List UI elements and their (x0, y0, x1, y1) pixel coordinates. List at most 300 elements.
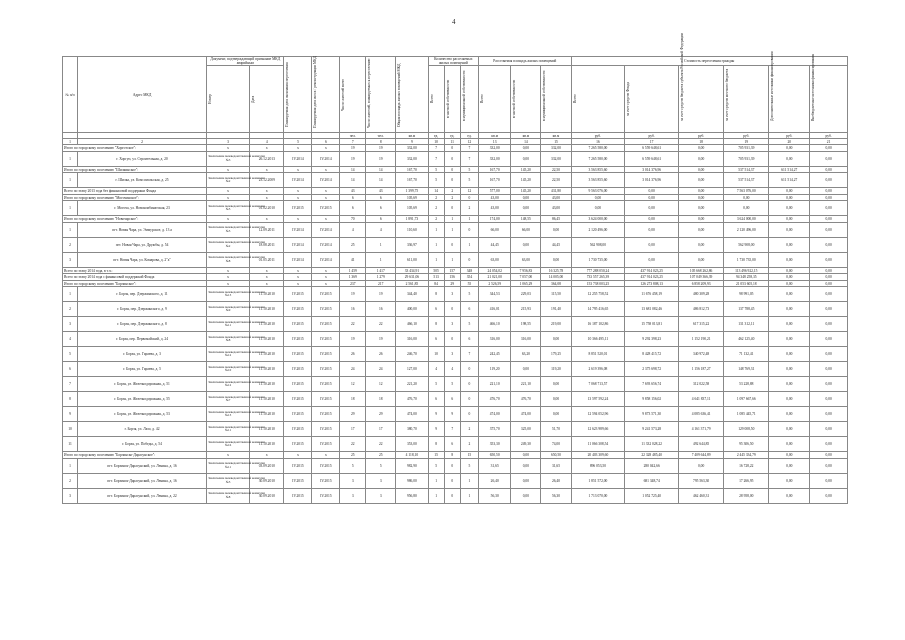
cell: 44,45 (541, 237, 571, 252)
cell: 11.10.2010 (250, 332, 284, 347)
address-cell: пгт. Новая Чара, ул. Эммурское, д. 13 а (78, 222, 207, 237)
address-cell: г. Борзя, ул. Железнодорожная, д. 53 (78, 407, 207, 422)
cell: IV.2015 (284, 407, 312, 422)
cell: 237 (340, 280, 366, 287)
header-qty-private: в частной собственности (444, 66, 460, 133)
basis-text: Заключение межведомственной комиссии (208, 424, 265, 429)
address-cell: г. Шилка, ул. Комсомольская, д. 25 (78, 173, 207, 188)
doc-number: №12 (224, 353, 232, 358)
cell: 9 563 076,00 (571, 188, 625, 195)
table-row (63, 422, 848, 437)
basis-text: Заключение межведомственной комиссии (208, 289, 265, 294)
cell: 3 624 000,00 (724, 216, 769, 223)
address-cell: г. Могоча, ул. Новокомбинатская, 23 (78, 201, 207, 216)
cell: 0,00 (511, 458, 541, 473)
doc-number: №8 (225, 494, 231, 499)
cell: 3 (366, 488, 396, 503)
cell: x (250, 188, 284, 195)
cell: 486 812,73 (679, 302, 724, 317)
cell: 2 (428, 194, 444, 201)
cell: x (312, 145, 340, 152)
cell: 11.10.2010 (250, 362, 284, 377)
table-body (63, 145, 848, 504)
cell: 0,00 (679, 237, 724, 252)
row-number: 7 (63, 377, 78, 392)
cell: 29 631,06 (396, 274, 428, 281)
cell: 15 758 013,81 (625, 317, 679, 332)
cell: 2 526,59 (479, 280, 511, 287)
cell: 229,03 (511, 287, 541, 302)
cell: 332,00 (541, 151, 571, 166)
cell: 22 (340, 317, 366, 332)
cell: 0,00 (769, 188, 810, 195)
cell: 129 008,50 (724, 422, 769, 437)
cell: IV.2015 (312, 287, 340, 302)
basis-text: Заключение межведомственной комиссии (208, 225, 265, 230)
cell: 219,00 (541, 317, 571, 332)
cell: x (250, 194, 284, 201)
doc-number-cell (207, 458, 265, 473)
unit-cell: ед. (460, 133, 478, 139)
header-qty-municipal: в муниципальной собственности (460, 66, 478, 133)
cell: 0,00 (810, 267, 848, 274)
cell: 0,00 (769, 473, 810, 488)
cell: 0,00 (810, 473, 848, 488)
doc-number: №8 (225, 338, 231, 343)
cell: 4 (428, 362, 444, 377)
cell: 0,00 (769, 145, 810, 152)
doc-number-cell (207, 252, 265, 267)
unit-cell: руб. (679, 133, 724, 139)
header-plan-date: Планируемая дата окончания переселения (284, 57, 312, 133)
cell: 2 619 396,08 (571, 362, 625, 377)
cell: 246,70 (396, 347, 428, 362)
cell: 19 (366, 332, 396, 347)
cell: 7 956,83 (511, 267, 541, 274)
cell: 179,25 (541, 347, 571, 362)
cell: 344,53 (479, 287, 511, 302)
cell: x (312, 216, 340, 223)
row-number: 9 (63, 407, 78, 422)
cell: 650,50 (541, 452, 571, 459)
basis-text: Заключение межведомственной комиссии (208, 319, 265, 324)
cell: 22 (366, 317, 396, 332)
header-area-group: Расселяемая площадь жилых помещений (479, 57, 571, 66)
cell: 3 624 000,00 (571, 216, 625, 223)
column-number-cell: 2 (78, 139, 207, 145)
cell: IV.2015 (312, 332, 340, 347)
cell: 11 332 028,22 (625, 437, 679, 452)
unit-cell: ед. (428, 133, 444, 139)
doc-number-cell (207, 347, 265, 362)
basis-text: Заключение межведомственной комиссии (208, 476, 265, 481)
cell: 476,70 (479, 392, 511, 407)
cell: 1 713 070,00 (571, 488, 625, 503)
cell: 2 375 698,72 (625, 362, 679, 377)
cell: 221,10 (479, 377, 511, 392)
cell: 0,00 (769, 237, 810, 252)
cell: IV.2015 (312, 473, 340, 488)
cell: 6 (366, 201, 396, 216)
cell: IV.2014 (312, 237, 340, 252)
cell: IV.2015 (284, 473, 312, 488)
cell: 6 559 648,61 (625, 151, 679, 166)
cell: IV.2014 (312, 173, 340, 188)
header-area-municipal: в муниципальной собственности (541, 66, 571, 133)
cell: 611 514,27 (769, 173, 810, 188)
cell: 437 914 023,25 (625, 274, 679, 281)
cell: 1 730 735,00 (724, 252, 769, 267)
cell: 44,45 (479, 237, 511, 252)
cell: x (250, 452, 284, 459)
cell: IV.2015 (312, 407, 340, 422)
cell: 19 (340, 332, 366, 347)
cell: IV.2014 (312, 222, 340, 237)
cell: 5 (460, 317, 478, 332)
cell: 21 053 605,18 (724, 280, 769, 287)
cell: 74,00 (541, 437, 571, 452)
cell: 0,00 (810, 280, 848, 287)
cell: 25 (366, 452, 396, 459)
cell: 5 (428, 377, 444, 392)
address-cell: г. Борзя, ул. Гараева, д. 5 (78, 362, 207, 377)
cell: 0,00 (769, 347, 810, 362)
cell: 20 403 309,60 (571, 452, 625, 459)
cell: 562 908,00 (724, 237, 769, 252)
doc-number-cell (207, 332, 265, 347)
cell: 7 068 713,57 (571, 377, 625, 392)
cell: 14 (340, 166, 366, 173)
cell: 0,00 (625, 216, 679, 223)
page-number: 4 (452, 18, 456, 26)
header-cost-own: Внебюджетные источники финансирования (810, 66, 848, 133)
cell: 0 (444, 237, 460, 252)
cell: IV.2015 (284, 392, 312, 407)
cell: 105 668 262,86 (679, 267, 724, 274)
header-cost-group: Стоимость переселения граждан (571, 57, 847, 66)
header-qty-group: Количество расселяемых жилых помещений (428, 57, 479, 66)
cell: 1 (428, 252, 444, 267)
cell: 0,00 (769, 407, 810, 422)
cell: IV.2015 (312, 437, 340, 452)
header-demolish: Планируемая дата сноса / реконструкции МКД (312, 57, 340, 133)
cell: 0 (444, 166, 460, 173)
cell: 28 958,00 (724, 488, 769, 503)
cell: 0,00 (769, 280, 810, 287)
table-row (63, 222, 848, 237)
basis-text: Заключение межведомственной комиссии (208, 154, 265, 159)
cell: IV.2015 (284, 347, 312, 362)
table-row (63, 347, 848, 362)
cell: 2 (460, 201, 478, 216)
address-cell: пгт. Новая Чара, ул. Комарова, д. 2"а" (78, 252, 207, 267)
header-residents: Число жителей всего (340, 57, 366, 133)
column-number-cell: 6 (312, 139, 340, 145)
cell: 86,45 (541, 216, 571, 223)
cell: x (250, 280, 284, 287)
cell: 0,00 (769, 194, 810, 201)
row-number: 2 (63, 473, 78, 488)
row-number: 1 (63, 458, 78, 473)
cell: 1 891,73 (396, 216, 428, 223)
cell: 221,10 (511, 377, 541, 392)
cell: 6 559 648,61 (625, 145, 679, 152)
cell: 14 005,00 (541, 274, 571, 281)
unit-cell: руб. (810, 133, 848, 139)
cell: 0,00 (810, 488, 848, 503)
cell: x (312, 166, 340, 173)
doc-number: №12 (224, 383, 232, 388)
cell: 2 561,85 (396, 280, 428, 287)
cell: 18 (340, 392, 366, 407)
cell: 6 (444, 392, 460, 407)
cell: 16 187 102,86 (571, 317, 625, 332)
cell: 0,00 (769, 392, 810, 407)
cell: 56,30 (479, 488, 511, 503)
cell: IV.2014 (284, 151, 312, 166)
cell: 26 (340, 347, 366, 362)
basis-text: Заключение межведомственной комиссии (208, 175, 265, 180)
cell: 7 057,00 (511, 274, 541, 281)
cell: 4 161 371,79 (679, 422, 724, 437)
cell: 113 496 922,15 (724, 267, 769, 274)
cell: x (284, 145, 312, 152)
cell: 7 (428, 145, 444, 152)
cell: 156 (444, 274, 460, 281)
cell: 26,40 (479, 473, 511, 488)
cell: 1 (444, 252, 460, 267)
header-cost-extra: Дополнительные источники финансирования (769, 66, 810, 133)
column-number-cell: 11 (444, 139, 460, 145)
cell: 3 014 376,96 (625, 173, 679, 188)
cell: 43,00 (479, 194, 511, 201)
cell: 8 428 415,72 (625, 347, 679, 362)
cell: x (312, 194, 340, 201)
cell: 0,00 (511, 194, 541, 201)
doc-number: №13 (224, 293, 232, 298)
cell: 476,70 (396, 392, 428, 407)
cell: 22 (340, 437, 366, 452)
cell: 7 409 644,89 (679, 452, 724, 459)
cell: 9 241 573,28 (625, 422, 679, 437)
cell: 1 (444, 222, 460, 237)
row-number: 6 (63, 362, 78, 377)
cell: 2 (428, 216, 444, 223)
cell: 191,40 (541, 302, 571, 317)
cell: 0,00 (810, 237, 848, 252)
cell: 0,00 (769, 151, 810, 166)
cell: 354 (460, 274, 478, 281)
table-row (63, 488, 848, 503)
cell: 0,00 (810, 458, 848, 473)
address-cell: пгт. Новая Чара, ул. Дружбы, д. 54 (78, 237, 207, 252)
cell: 476,70 (511, 392, 541, 407)
cell: IV.2015 (284, 422, 312, 437)
column-number-cell: 1 (63, 139, 78, 145)
cell: 3 (444, 287, 460, 302)
cell: 131 312,11 (724, 317, 769, 332)
cell: 577,00 (479, 188, 511, 195)
unit-cell: руб. (571, 133, 625, 139)
unit-cell: руб. (769, 133, 810, 139)
cell: 11.10.2010 (250, 422, 284, 437)
address-cell: пгт. Борзинск-Дарасунский, ул. Ленина, д. 22 (78, 488, 207, 503)
cell: 0,00 (511, 237, 541, 252)
cell: 7 (460, 151, 478, 166)
cell: 1 369 (340, 274, 366, 281)
cell: x (250, 216, 284, 223)
address-cell: г. Борзя, ул. Победы, д. 54 (78, 437, 207, 452)
cell: 0 (444, 151, 460, 166)
cell: 0,00 (625, 252, 679, 267)
row-number: 1 (63, 173, 78, 188)
cell: 107 049 366,39 (679, 274, 724, 281)
cell: 462 125,40 (724, 332, 769, 347)
cell: 7 563 076,00 (724, 188, 769, 195)
cell: 11.10.2010 (250, 437, 284, 452)
cell: 12.09.2011 (250, 222, 284, 237)
cell: 12 594 052,96 (571, 407, 625, 422)
table-row (63, 287, 848, 302)
cell: 21 021,00 (479, 274, 511, 281)
cell: 11.10.2010 (250, 377, 284, 392)
cell: 31,65 (479, 458, 511, 473)
unit-cell: чел. (366, 133, 396, 139)
address-cell: г. Борзя, пер. Дзержинского, д. 9 (78, 302, 207, 317)
cell: 16 325,78 (541, 267, 571, 274)
cell: 0 (444, 458, 460, 473)
doc-number: №11 (225, 428, 232, 433)
cell: 0,00 (810, 252, 848, 267)
cell: 0 (460, 377, 478, 392)
header-cost-total: Всего (571, 66, 625, 133)
row-number: 5 (63, 347, 78, 362)
cell: IV.2015 (284, 362, 312, 377)
table-row (63, 407, 848, 422)
cell: x (312, 280, 340, 287)
doc-number-cell (207, 237, 265, 252)
cell: 0,00 (810, 173, 848, 188)
cell: 01.05.2011 (250, 252, 284, 267)
cell: 11.10.2010 (250, 317, 284, 332)
cell: 537 514,37 (724, 173, 769, 188)
cell: 119,20 (541, 362, 571, 377)
cell: 0,00 (769, 201, 810, 216)
cell: 1 (428, 222, 444, 237)
cell: 9 (444, 407, 460, 422)
cell: 249,30 (511, 437, 541, 452)
cell: 344,40 (396, 287, 428, 302)
cell: 4 (366, 222, 396, 237)
cell: 6 (460, 332, 478, 347)
cell: 0,00 (511, 362, 541, 377)
cell: 1 279 (366, 274, 396, 281)
cell: 0,00 (679, 252, 724, 267)
cell: 55 (460, 280, 478, 287)
cell: 5 (460, 173, 478, 188)
cell: 148,55 (511, 216, 541, 223)
cell: 1 (460, 237, 478, 252)
cell: 17 (340, 422, 366, 437)
cell: 0,00 (810, 274, 848, 281)
cell: 705 931,39 (724, 145, 769, 152)
table-row (63, 392, 848, 407)
column-number-cell: 21 (810, 139, 848, 145)
cell: 13 681 082,46 (625, 302, 679, 317)
cell: x (207, 280, 250, 287)
cell: 3 (366, 473, 396, 488)
cell: 617 315,22 (679, 317, 724, 332)
cell: 6 (340, 201, 366, 216)
header-cost-local: за счет средств местного бюджета (724, 66, 769, 133)
cell: 0,00 (810, 392, 848, 407)
cell: 25 (340, 237, 366, 252)
cell: 332,00 (396, 151, 428, 166)
table-row (63, 458, 848, 473)
doc-number-cell (207, 287, 265, 302)
cell: 70 (340, 216, 366, 223)
cell: 986,00 (396, 473, 428, 488)
doc-number-cell (207, 422, 265, 437)
cell: 24 (366, 362, 396, 377)
unit-cell: руб. (625, 133, 679, 139)
cell: 332,00 (479, 145, 511, 152)
cell: 380,70 (396, 422, 428, 437)
cell: 0 (444, 145, 460, 152)
cell: IV.2015 (284, 437, 312, 452)
cell: 0,00 (769, 267, 810, 274)
cell: IV.2015 (312, 422, 340, 437)
cell: IV.2015 (284, 287, 312, 302)
cell: IV.2014 (312, 252, 340, 267)
cell: IV.2015 (284, 458, 312, 473)
cell: 5 (428, 458, 444, 473)
cell: 3 (444, 347, 460, 362)
row-number: 4 (63, 332, 78, 347)
header-doc-date: Дата (250, 66, 284, 133)
cell: IV.2015 (284, 302, 312, 317)
cell: 505 (428, 267, 444, 274)
cell: 11 676 458,19 (625, 287, 679, 302)
cell: 95 306,50 (724, 437, 769, 452)
cell: 14 (366, 173, 396, 188)
basis-text: Заключение межведомственной комиссии (208, 439, 265, 444)
table-row (63, 377, 848, 392)
doc-number-cell (207, 317, 265, 332)
cell: 0,00 (810, 151, 848, 166)
cell: 0 (460, 362, 478, 377)
unit-cell: кв.м (396, 133, 428, 139)
cell: 14 (428, 188, 444, 195)
cell: 110,60 (396, 222, 428, 237)
cell: 7 265 580,00 (571, 145, 625, 152)
address-cell: г. Борзя, ул. Железнодорожная, д. 55 (78, 392, 207, 407)
cell: x (284, 166, 312, 173)
cell: 66,00 (511, 222, 541, 237)
doc-number: №11 (225, 464, 232, 469)
table-row (63, 473, 848, 488)
cell: 6 (428, 392, 444, 407)
cell: x (207, 452, 250, 459)
cell: 167,70 (396, 166, 428, 173)
cell: IV.2015 (312, 302, 340, 317)
cell: 4 (444, 362, 460, 377)
cell: 26,40 (541, 473, 571, 488)
cell: 0,00 (810, 222, 848, 237)
cell: IV.2014 (284, 252, 312, 267)
cell: 0,00 (511, 151, 541, 166)
column-number-cell: 10 (428, 139, 444, 145)
